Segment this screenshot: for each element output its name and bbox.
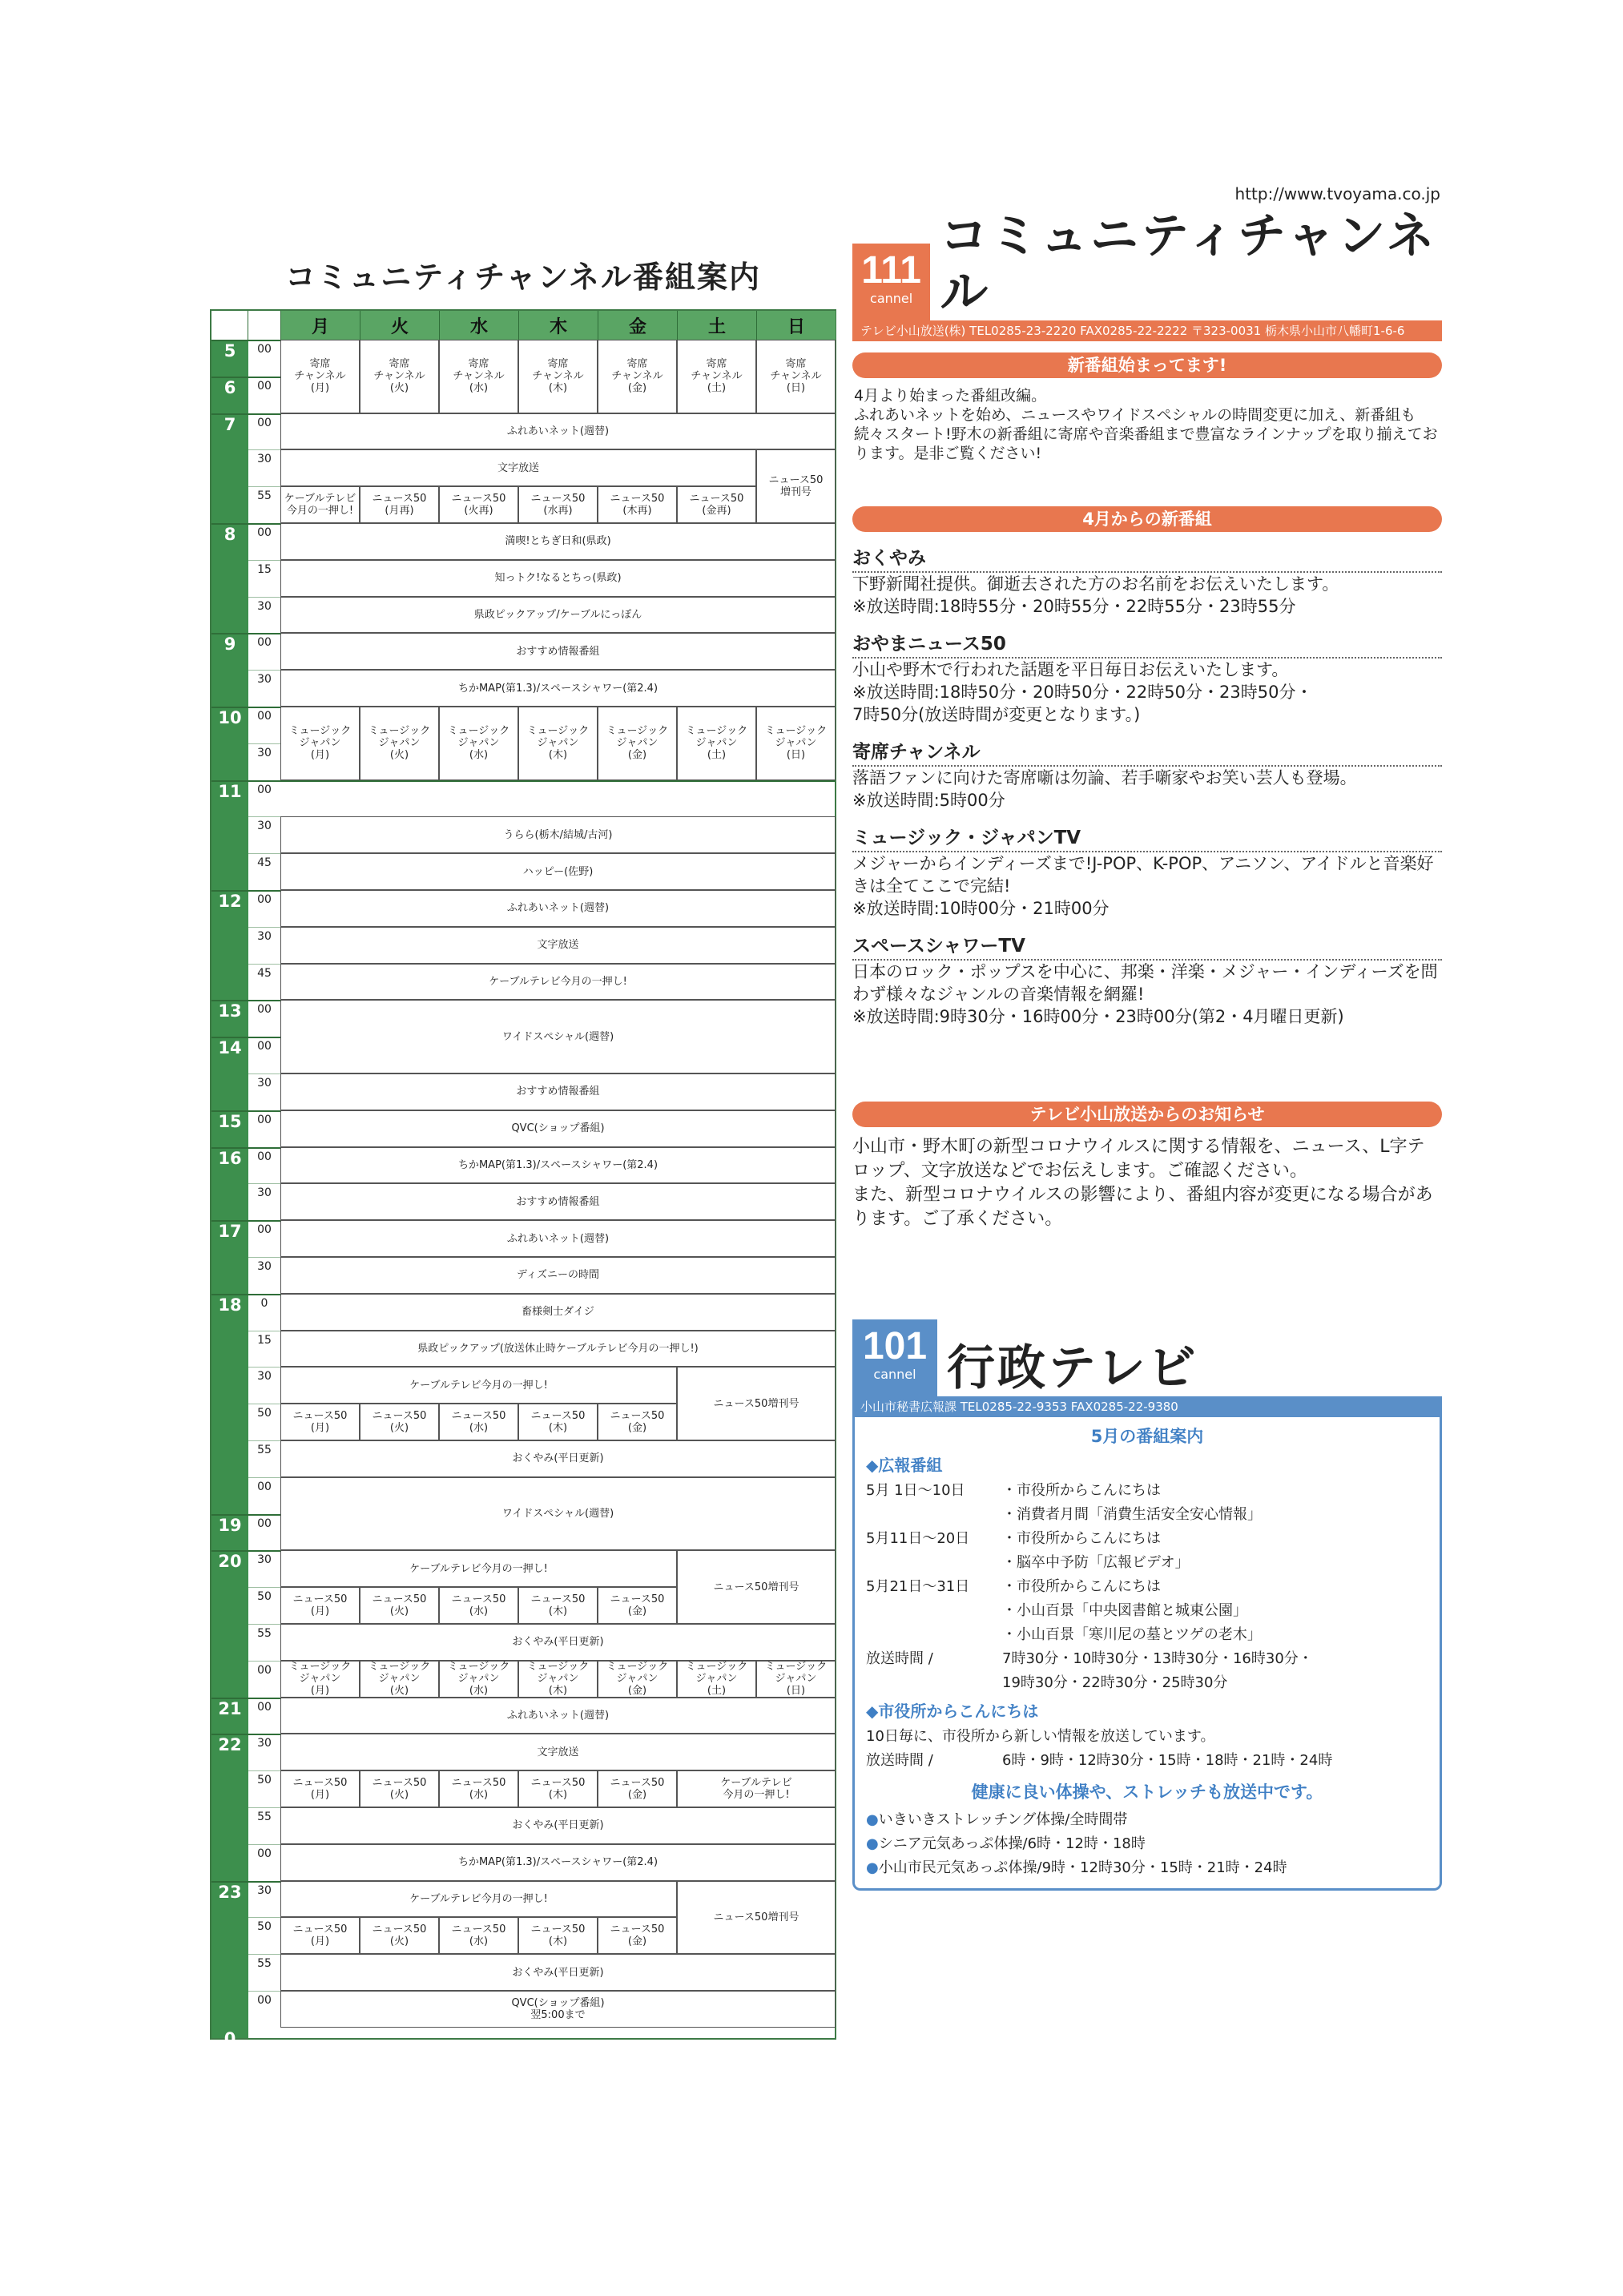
notice-paragraph-2: また、新型コロナウイルスの影響により、番組内容が変更になる場合があります。ご了承ください。 [852,1185,1433,1229]
program-cell[interactable]: 寄席 チャンネル (土) [677,340,756,413]
program-cell[interactable]: ニュース50 (木再) [598,486,677,523]
program-cell[interactable]: ニュース50 (月) [280,1917,360,1954]
minute-label: 30 [257,929,272,943]
channel-101-contact: 小山市秘書広報課 TEL0285-22-9353 FAX0285-22-9380 [852,1396,1442,1417]
hour-label: 22 [218,1735,242,1755]
minute-label: 00 [257,1003,272,1017]
minute-label: 50 [257,1920,272,1934]
program-cell[interactable]: ニュース50 (金) [598,1587,677,1624]
program-cell[interactable]: 寄席 チャンネル (火) [360,340,439,413]
hello-description: 10日毎に、市役所から新しい情報を放送しています。 [866,1728,1215,1745]
program-cell[interactable]: ミュージック ジャパン (土) [677,1661,756,1698]
program-cell[interactable]: 満喫!とちぎ日和(県政) [280,523,836,560]
bullet-icon: ● [866,1859,879,1876]
right-column [852,184,1442,1891]
pr-item: 7時30分・10時30分・13時30分・16時30分・ [1002,1650,1313,1667]
program-cell[interactable]: おすすめ情報番組 [280,633,836,670]
pr-item: 19時30分・22時30分・25時30分 [1002,1674,1228,1691]
program-cell[interactable]: 寄席 チャンネル (木) [518,340,598,413]
minute-label: 55 [257,1957,272,1971]
hour-label: 10 [218,708,242,727]
day-header: 火 [360,311,439,340]
program-cell[interactable]: ニュース50 (火) [360,1404,439,1440]
program-cell[interactable]: ワイドスペシャル(週替) [280,1000,836,1073]
program-cell[interactable]: 寄席 チャンネル (月) [280,340,360,413]
hour-label: 9 [224,634,236,655]
program-cell[interactable]: ニュース50 (木) [518,1587,598,1624]
minute-label: 0 [260,1296,268,1310]
minute-label: 30 [257,1737,272,1750]
minute-label: 50 [257,1407,272,1420]
hour-label: 23 [218,1882,242,1902]
hello-times-row [866,1749,1428,1773]
channel-111-header [852,208,1442,320]
pr-item: ・消費者月間「消費生活安全安心情報」 [1002,1506,1262,1523]
pr-item: ・小山百景「中央図書館と城東公園」 [1002,1602,1247,1619]
program-cell[interactable]: ニュース50 (金) [598,1770,677,1807]
pr-row [866,1671,1428,1695]
day-header: 木 [518,311,598,340]
minute-label: 00 [257,1150,272,1163]
program-cell[interactable]: ふれあいネット(週替) [280,413,836,450]
minute-label: 45 [257,856,272,870]
intro-line-1: 4月より始まった番組改編。 [854,387,1047,405]
program-cell[interactable]: ちかMAP(第1.3)/スペースシャワー(第2.4) [280,670,836,707]
program-cell[interactable]: ニュース50増刊号 [677,1881,836,1955]
program-cell[interactable]: QVC(ショップ番組) 翌5:00まで [280,1991,836,2028]
program-cell[interactable]: おくやみ(平日更新) [280,1624,836,1661]
hour-label: 6 [224,377,236,397]
hello-time-label: 放送時間 / [866,1752,933,1769]
channel-101-header [852,1319,1442,1396]
minute-label: 00 [257,1113,272,1126]
program-title: おくやみ [852,543,1442,573]
minute-label: 55 [257,1627,272,1640]
program-cell[interactable]: おくやみ(平日更新) [280,1954,836,1991]
program-description: 落語ファンに向けた寄席噺は勿論、若手噺家やお笑い芸人も登場。 [852,768,1357,787]
pr-row [866,1503,1428,1527]
program-cell[interactable]: ふれあいネット(週替) [280,1220,836,1257]
program-cell[interactable]: ミュージック ジャパン (金) [598,707,677,780]
program-cell[interactable]: ケーブルテレビ今月の一押し! [280,1367,677,1404]
program-title: 寄席チャンネル [852,737,1442,767]
program-cell[interactable]: 県政ピックアップ/ケーブルにっぽん [280,597,836,634]
minute-label: 30 [257,1260,272,1273]
program-cell[interactable]: ミュージック ジャパン (木) [518,707,598,780]
program-cell[interactable]: ニュース50増刊号 [677,1367,836,1440]
program-cell[interactable]: 寄席 チャンネル (日) [756,340,836,413]
program-cell[interactable]: ニュース50 (水) [439,1917,518,1954]
hour-label: 12 [218,892,242,911]
minute-label: 15 [257,562,272,576]
pr-date: 5月 1日〜10日 [866,1482,965,1499]
program-cell[interactable]: ニュース50 (金) [598,1404,677,1440]
pr-row [866,1527,1428,1551]
program-cell[interactable]: ニュース50 (月再) [360,486,439,523]
program-description: 小山や野木で行われた話題を平日毎日お伝えいたします。 [852,660,1289,679]
minute-label: 00 [257,710,272,723]
program-description: ※放送時間:5時00分 [852,791,1005,810]
program-cell[interactable]: ミュージック ジャパン (水) [439,707,518,780]
schedule-grid [210,309,836,2048]
program-cell[interactable]: 寄席 チャンネル (金) [598,340,677,413]
program-cell[interactable]: ニュース50 (水再) [518,486,598,523]
hour-label: 11 [218,781,242,801]
channel-101-title: 行政テレビ [947,1340,1198,1396]
minute-label: 00 [257,1040,272,1053]
pr-schedule [866,1479,1428,1695]
program-cell[interactable]: おくやみ(平日更新) [280,1440,836,1477]
minute-label: 30 [257,1370,272,1384]
program-cell[interactable]: ミュージック ジャパン (金) [598,1661,677,1698]
day-header: 水 [439,311,518,340]
hour-label: 13 [218,1001,242,1021]
minute-label: 30 [257,599,272,613]
program-cell[interactable]: おすすめ情報番組 [280,1073,836,1110]
hello-times: 6時・9時・12時30分・15時・18時・21時・24時 [1002,1752,1333,1769]
program-cell[interactable]: ちかMAP(第1.3)/スペースシャワー(第2.4) [280,1147,836,1184]
program-cell[interactable]: ニュース50 (水) [439,1770,518,1807]
program-cell[interactable]: ミュージック ジャパン (火) [360,1661,439,1698]
hour-column [211,311,248,2038]
program-cell[interactable]: 文字放送 [280,927,836,964]
program-cell[interactable]: ニュース50 (木) [518,1770,598,1807]
pr-item: ・脳卒中予防「広報ビデオ」 [1002,1554,1190,1571]
exercise-text: 小山市民元気あっぷ体操/9時・12時30分・15時・21時・24時 [878,1859,1287,1876]
exercise-item [866,1808,1428,1832]
program-description: ※放送時間:18時55分・20時55分・22時55分・23時55分 [852,597,1296,616]
gov-program-box [852,1417,1442,1891]
minute-label: 00 [257,379,272,393]
program-cell[interactable]: ニュース50 (火) [360,1770,439,1807]
pr-date: 5月11日〜20日 [866,1530,970,1547]
notice-paragraph-1: 小山市・野木町の新型コロナウイルスに関する情報を、ニュース、L字テロップ、文字放送などでお伝えします。ご確認ください。 [852,1137,1425,1181]
hour-label: 15 [218,1111,242,1131]
program-cell[interactable]: ニュース50 (金再) [677,486,756,523]
gov-subtitle: 5月の番組案内 [1090,1427,1204,1446]
pr-row [866,1623,1428,1647]
channel-101-cannel-label: cannel [873,1367,916,1382]
program-description: 下野新聞社提供。御逝去された方のお名前をお伝えいたします。 [852,574,1339,594]
minute-label: 30 [257,820,272,833]
exercise-item [866,1832,1428,1856]
channel-101-number: 101 [862,1325,928,1368]
minute-label: 00 [257,1663,272,1677]
program-cell[interactable]: ハッピー(佐野) [280,853,836,890]
pr-date [866,1599,1002,1623]
hello-heading: ◆市役所からこんにちは [866,1702,1039,1721]
channel-111-badge [852,244,930,320]
hour-label: 21 [218,1698,242,1718]
program-cell[interactable]: ニュース50 (水) [439,1587,518,1624]
hour-label: 16 [218,1148,242,1168]
program-cell[interactable]: ふれあいネット(週替) [280,1698,836,1734]
channel-111-title: コミュニティチャンネル [940,208,1437,320]
minute-label: 30 [257,453,272,466]
program-cell[interactable]: ミュージック ジャパン (木) [518,1661,598,1698]
program-title: おやまニュース50 [852,629,1442,659]
day-header: 日 [756,311,836,340]
program-cell[interactable]: ケーブルテレビ今月の一押し! [280,964,836,1001]
minute-label: 30 [257,746,272,759]
minute-label: 00 [257,526,272,539]
program-cell[interactable]: ケーブルテレビ今月の一押し! [280,1550,677,1587]
program-cell[interactable]: ニュース50 増刊号 [756,449,836,523]
minute-label: 00 [257,1517,272,1530]
row-divider [211,780,835,782]
program-cell[interactable]: 文字放送 [280,449,756,486]
pr-date [866,1623,1002,1647]
program-description: 日本のロック・ポップスを中心に、邦楽・洋楽・メジャー・インディーズを問わず様々なジャンルの音楽情報を網羅! [852,962,1438,1004]
hour-label: 7 [224,414,236,434]
hour-label: 20 [218,1552,242,1572]
pr-heading: ◆広報番組 [866,1456,943,1475]
minute-label: 00 [257,1847,272,1860]
new-start-heading: 新番組始まってます! [852,352,1442,378]
program-cell[interactable]: ニュース50 (火) [360,1587,439,1624]
program-cell[interactable]: ケーブルテレビ今月の一押し! [280,1881,677,1918]
minute-label: 55 [257,489,272,503]
program-cell[interactable]: ミュージック ジャパン (火) [360,707,439,780]
program-cell[interactable]: ミュージック ジャパン (土) [677,707,756,780]
website-url[interactable]: http://www.tvoyama.co.jp [1234,184,1440,203]
program-title: ミュージック・ジャパンTV [852,823,1442,852]
minute-label: 45 [257,966,272,980]
program-cell[interactable]: うらら(栃木/結城/古河) [280,816,836,853]
grid-corner [211,311,248,340]
exercise-list [866,1808,1428,1880]
program-cell[interactable]: 文字放送 [280,1734,836,1770]
pr-row [866,1647,1428,1671]
timetable-section [210,255,836,2048]
program-description: ※放送時間:18時50分・20時50分・22時50分・23時50分・ [852,683,1313,702]
channel-111-number: 111 [861,249,921,292]
pr-date: 放送時間 / [866,1650,933,1667]
minute-label: 30 [257,1077,272,1090]
program-cell[interactable]: おくやみ(平日更新) [280,1807,836,1844]
day-header: 月 [280,311,360,340]
minute-label: 50 [257,1590,272,1604]
hour-label: 8 [224,525,236,544]
program-description: ※放送時間:9時30分・16時00分・23時00分(第2・4月曜日更新) [852,1007,1344,1026]
pr-row [866,1479,1428,1503]
timetable-title: コミュニティチャンネル番組案内 [285,260,761,295]
minute-label: 00 [257,1700,272,1714]
program-cell[interactable]: QVC(ショップ番組) [280,1110,836,1147]
minute-label: 55 [257,1444,272,1456]
program-cell[interactable]: ちかMAP(第1.3)/スペースシャワー(第2.4) [280,1844,836,1881]
minute-label: 30 [257,673,272,687]
minute-label: 30 [257,1553,272,1567]
program-cell[interactable]: 畜様剣士ダイジ [280,1294,836,1331]
program-cell[interactable]: ミュージック ジャパン (月) [280,707,360,780]
program-cell[interactable]: 寄席 チャンネル (水) [439,340,518,413]
pr-row [866,1575,1428,1599]
bullet-icon: ● [866,1835,879,1852]
minute-label: 00 [257,636,272,650]
program-cell[interactable]: ケーブルテレビ 今月の一押し! [280,486,360,523]
program-cell[interactable]: ニュース50 (火) [360,1917,439,1954]
program-list [852,543,1442,1028]
minute-label: 15 [257,1333,272,1347]
pr-row [866,1599,1428,1623]
program-cell[interactable]: ニュース50 (木) [518,1917,598,1954]
notice-heading: テレビ小山放送からのお知らせ [852,1102,1442,1127]
program-cell[interactable]: ミュージック ジャパン (日) [756,1661,836,1698]
pr-row [866,1551,1428,1575]
minute-label: 55 [257,1811,272,1823]
pr-date [866,1551,1002,1575]
pr-item: ・市役所からこんにちは [1002,1578,1161,1595]
channel-101-badge [852,1319,937,1396]
program-cell[interactable]: ニュース50 (木) [518,1404,598,1440]
hour-label: 5 [224,341,236,361]
hour-label: 14 [218,1038,242,1058]
day-header: 金 [598,311,677,340]
exercise-item [866,1856,1428,1880]
channel-111-contact: テレビ小山放送(株) TEL0285-23-2220 FAX0285-22-2222 〒323-0031 栃木県小山市八幡町1-6-6 [852,320,1442,341]
program-description: 7時50分(放送時間が変更となります。) [852,705,1141,724]
minute-label: 00 [257,416,272,429]
program-cell[interactable]: ケーブルテレビ 今月の一押し! [677,1770,836,1807]
program-title: スペースシャワーTV [852,931,1442,961]
pr-item: ・市役所からこんにちは [1002,1482,1161,1499]
program-description: メジャーからインディーズまで!J-POP、K-POP、アニソン、アイドルと音楽好きは全てここで完結! [852,854,1434,896]
program-cell[interactable]: ワイドスペシャル(週替) [280,1477,836,1551]
program-cell[interactable]: ニュース50 (金) [598,1917,677,1954]
program-cell[interactable]: 知っトク!なるとちっ(県政) [280,560,836,597]
program-cell[interactable]: おすすめ情報番組 [280,1183,836,1220]
hour-label: 17 [218,1222,242,1242]
channel-111-cannel-label: cannel [870,291,913,306]
program-cell[interactable]: ディズニーの時間 [280,1257,836,1294]
new-programs-heading: 4月からの新番組 [852,506,1442,532]
hour-label: 18 [218,1295,242,1315]
minute-label: 00 [257,1223,272,1237]
program-cell[interactable]: ニュース50増刊号 [677,1550,836,1624]
program-cell[interactable]: ふれあいネット(週替) [280,890,836,927]
bullet-icon: ● [866,1811,879,1828]
program-cell[interactable]: ニュース50 (月) [280,1587,360,1624]
hour-label: 0 [224,2028,236,2048]
minute-label: 30 [257,1186,272,1200]
pr-date: 5月21日〜31日 [866,1578,970,1595]
program-cell[interactable]: ニュース50 (水) [439,1404,518,1440]
minute-label: 00 [257,893,272,906]
minute-label: 00 [257,343,272,356]
pr-item: ・小山百景「寒川尼の墓とツゲの老木」 [1002,1626,1262,1643]
health-heading: 健康に良い体操や、ストレッチも放送中です。 [971,1782,1323,1802]
exercise-text: シニア元気あっぷ体操/6時・12時・18時 [878,1835,1146,1852]
minute-label: 00 [257,783,272,796]
minute-label: 00 [257,1480,272,1493]
minute-label: 30 [257,1883,272,1897]
intro-line-2: ふれあいネットを始め、ニュースやワイドスペシャルの時間変更に加え、新番組も続々スタート!野木の新番組に寄席や音楽番組まで豊富なラインナップを取り揃えております。是非ご覧ください! [854,406,1438,462]
pr-date [866,1503,1002,1527]
program-cell[interactable]: ミュージック ジャパン (月) [280,1661,360,1698]
hour-label: 19 [218,1515,242,1535]
program-description: ※放送時間:10時00分・21時00分 [852,899,1110,918]
pr-item: ・市役所からこんにちは [1002,1530,1161,1547]
program-cell[interactable]: ミュージック ジャパン (水) [439,1661,518,1698]
program-cell[interactable]: ミュージック ジャパン (日) [756,707,836,780]
program-cell[interactable]: ニュース50 (火再) [439,486,518,523]
program-cell[interactable]: 県政ピックアップ(放送休止時ケーブルテレビ今月の一押し!) [280,1331,836,1368]
program-cell[interactable]: ニュース50 (月) [280,1770,360,1807]
minute-label: 00 [257,1994,272,2007]
minute-label: 50 [257,1774,272,1787]
day-header: 土 [677,311,756,340]
pr-date [866,1671,1002,1695]
exercise-text: いきいきストレッチング体操/全時間帯 [878,1811,1128,1828]
program-cell[interactable]: ニュース50 (月) [280,1404,360,1440]
